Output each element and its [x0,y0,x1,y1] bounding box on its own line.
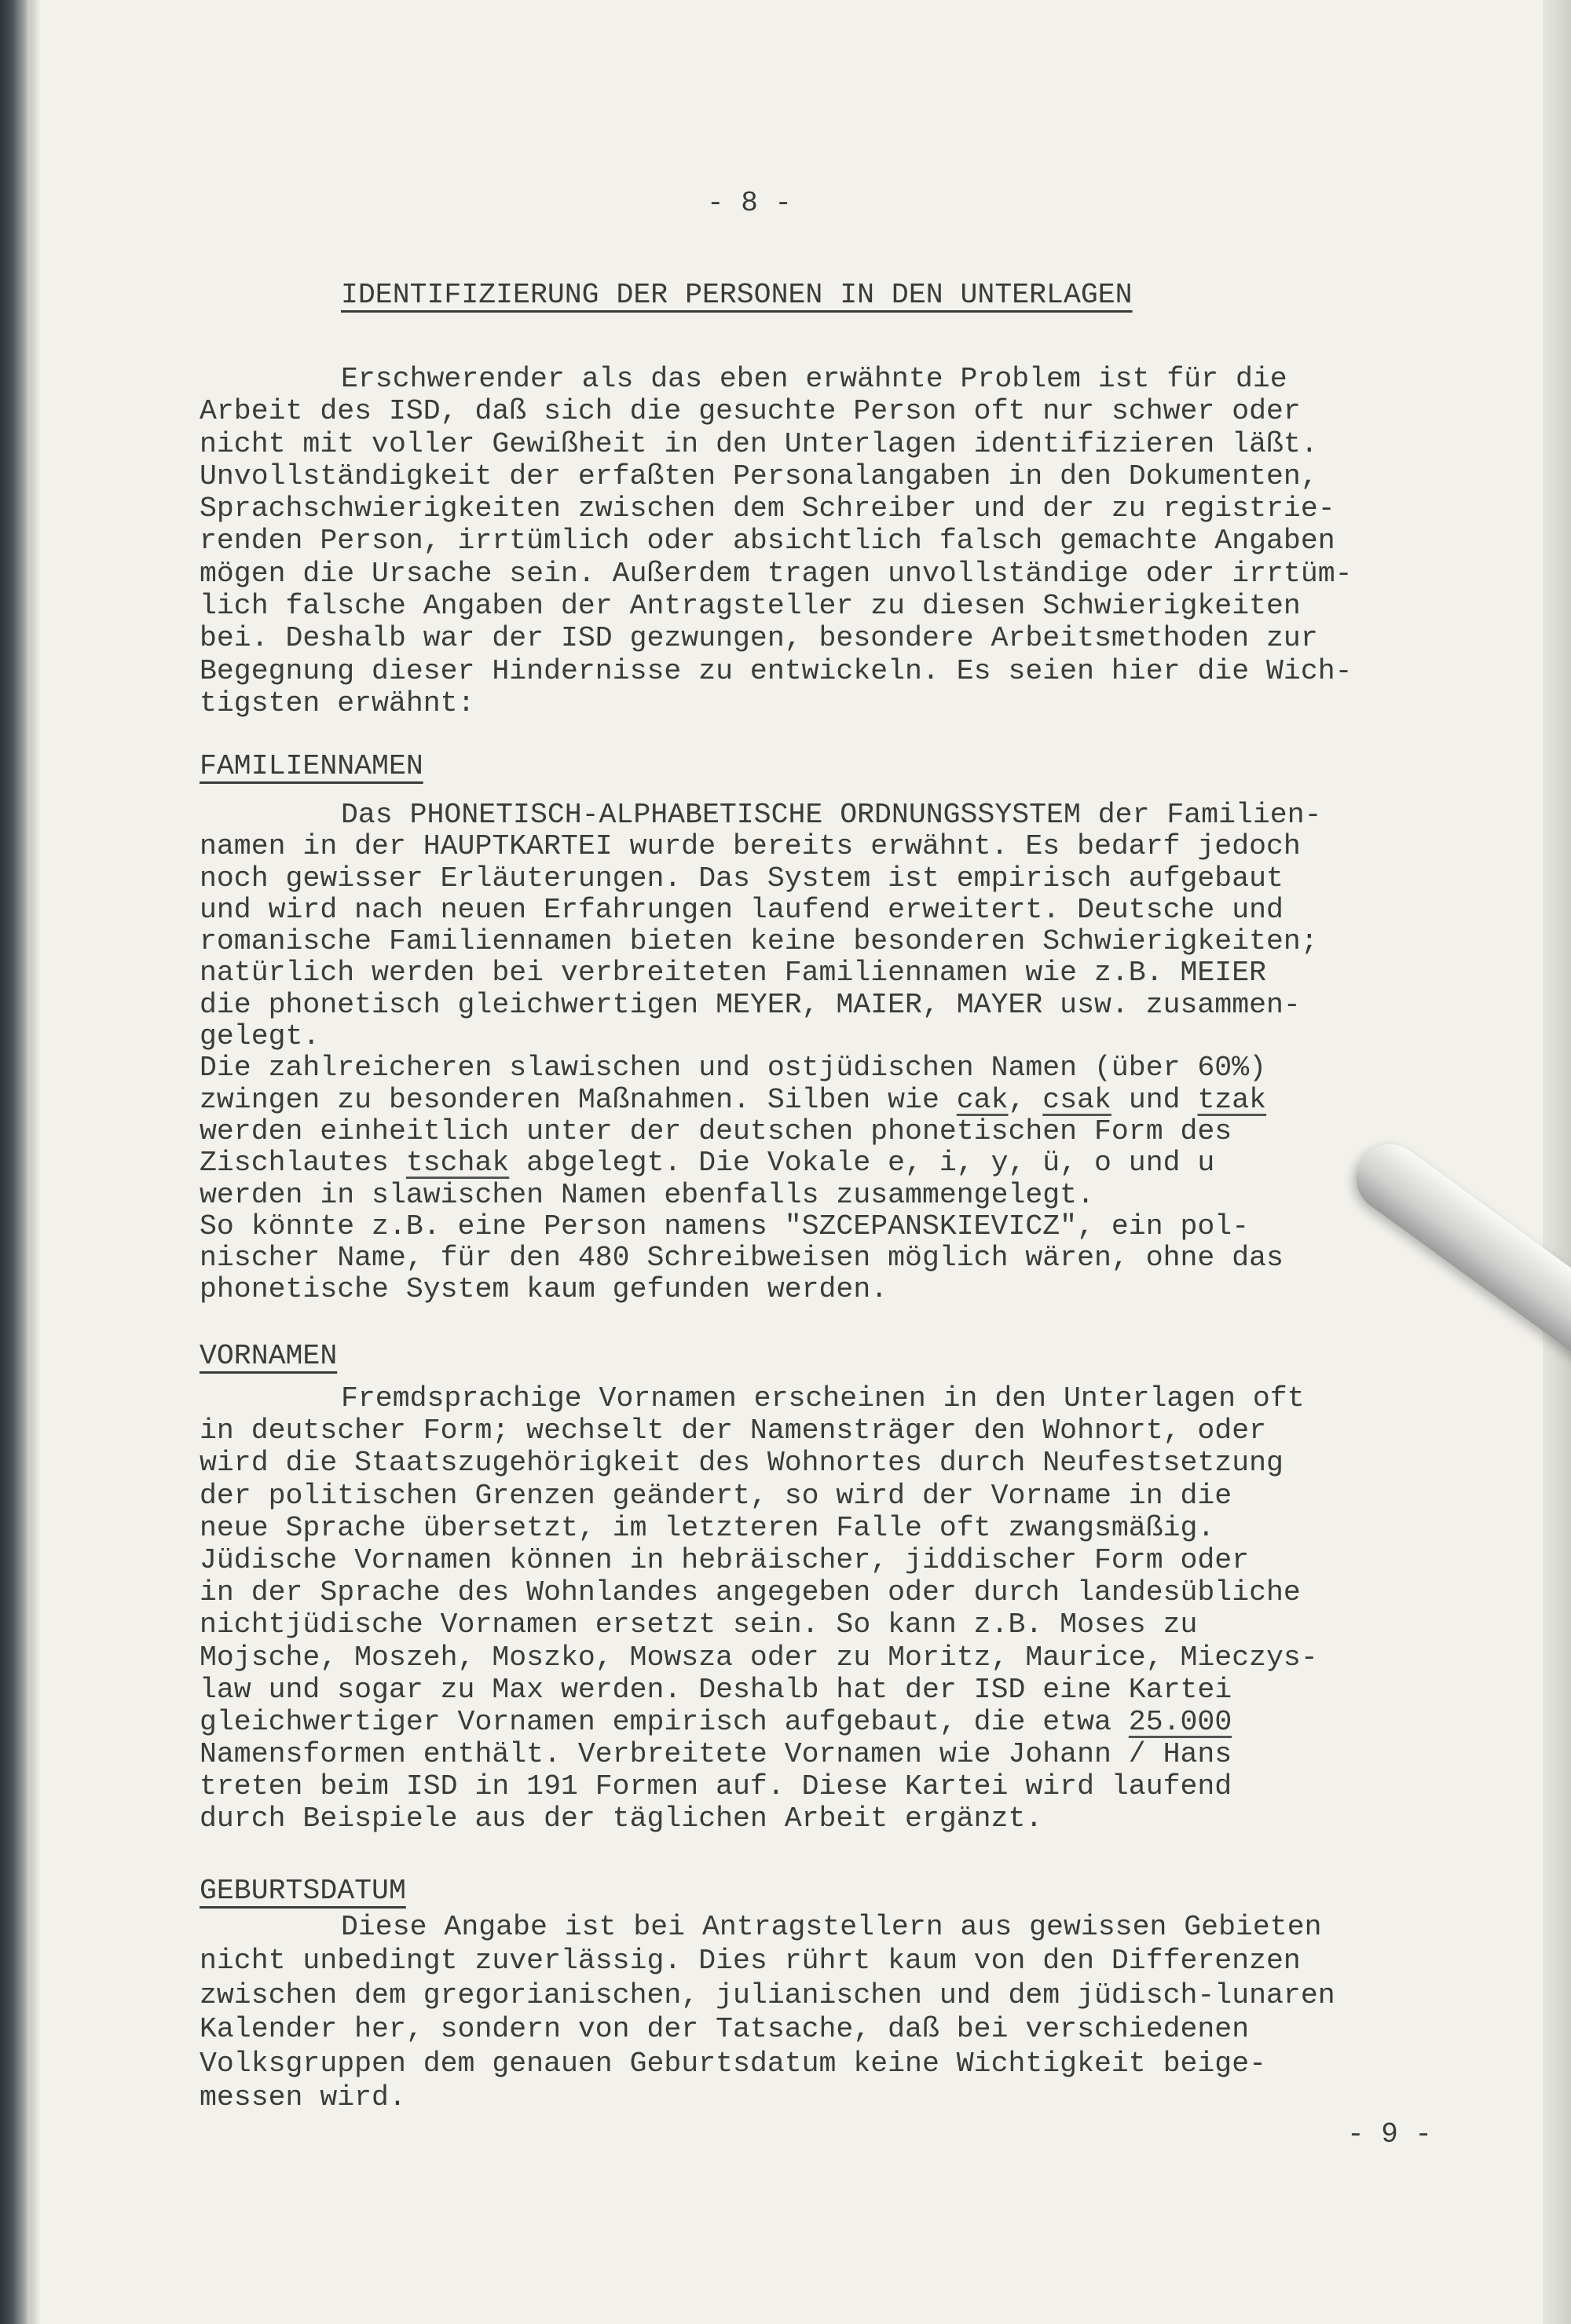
text-line: nicht unbedingt zuverlässig. Dies rührt kaum von den Differenzen [200,1945,1301,1978]
text-line: lich falsche Angaben der Antragsteller zu diesen Schwierigkeiten [200,590,1301,623]
text-line: noch gewisser Erläuterungen. Das System ist empirisch aufgebaut [200,862,1284,895]
text-line [200,1706,1318,1738]
underlined-text: tzak [1197,1083,1267,1116]
text-line: Sprachschwierigkeiten zwischen dem Schreiber und der zu registrie- [200,492,1335,525]
text-segment: , [1008,1083,1043,1116]
underlined-text: cak [956,1083,1009,1116]
text-line: die phonetisch gleichwertigen MEYER, MAIER, MAYER usw. zusammen- [200,988,1301,1021]
text-line: Die zahlreicheren slawischen und ostjüdischen Namen (über 60%) [200,1052,1267,1085]
text-line: neue Sprache übersetzt, im letzteren Falle oft zwangsmäßig. [200,1511,1215,1544]
text-line: zwischen dem gregorianischen, julianischen und dem jüdisch-lunaren [200,1978,1335,2011]
text-line: tigsten erwähnt: [200,686,475,719]
text-segment: abgelegt. Die Vokale e, i, y, ü, o und u [509,1147,1215,1180]
text-segment: zwingen zu besonderen Maßnahmen. Silben wie [200,1083,957,1116]
text-line: Mojsche, Moszeh, Moszko, Mowsza oder zu Moritz, Maurice, Mieczys- [200,1641,1318,1674]
page-holder-clip [1342,1131,1571,1379]
text-line: nichtjüdische Vornamen ersetzt sein. So kann z.B. Moses zu [200,1609,1198,1641]
geburtsdatum-paragraph [200,1910,1335,2114]
text-line: durch Beispiele aus der täglichen Arbeit ergänzt. [200,1802,1043,1835]
document-title: IDENTIFIZIERUNG DER PERSONEN IN DEN UNTERLAGEN [341,279,1133,311]
text-line: phonetische System kaum gefunden werden. [200,1273,888,1306]
book-binding [0,0,30,2324]
text-line: Erschwerender als das eben erwähnte Problem ist für die [341,363,1287,395]
intro-paragraph [200,363,1353,719]
text-line: Diese Angabe ist bei Antragstellern aus gewissen Gebieten [341,1911,1322,1943]
text-line: namen in der HAUPTKARTEI wurde bereits erwähnt. Es bedarf jedoch [200,830,1301,863]
text-line: Das PHONETISCH-ALPHABETISCHE ORDNUNGSSYSTEM der Familien- [341,799,1322,831]
text-line: und wird nach neuen Erfahrungen laufend erweitert. Deutsche und [200,893,1284,926]
text-line: Arbeit des ISD, daß sich die gesuchte Person oft nur schwer oder [200,395,1301,428]
text-line: mögen die Ursache sein. Außerdem tragen unvollständige oder irrtüm- [200,557,1353,590]
page-number-top: - 8 - [707,187,793,219]
page-gutter-shadow [30,0,41,2324]
text-segment: Zischlautes [200,1147,406,1180]
text-line: nischer Name, für den 480 Schreibweisen möglich wären, ohne das [200,1242,1284,1275]
text-line: renden Person, irrtümlich oder absichtlich falsch gemachte Angaben [200,525,1335,558]
vornamen-paragraph [200,1382,1318,1835]
familiennamen-paragraph [200,800,1322,1306]
text-segment: und [1111,1083,1198,1116]
text-line: So könnte z.B. eine Person namens "SZCEPANSKIEVICZ", ein pol- [200,1210,1250,1243]
text-line: natürlich werden bei verbreiteten Familiennamen wie z.B. MEIER [200,957,1267,990]
text-line [200,1085,1322,1116]
section-heading-vornamen: VORNAMEN [200,1340,338,1372]
section-heading-familiennamen: FAMILIENNAMEN [200,750,423,782]
text-line: in deutscher Form; wechselt der Namensträger den Wohnort, oder [200,1415,1267,1447]
text-line: Kalender her, sondern von der Tatsache, daß bei verschiedenen [200,2013,1250,2046]
text-line: treten beim ISD in 191 Formen auf. Diese Kartei wird laufend [200,1770,1232,1803]
text-line: Unvollständigkeit der erfaßten Personalangaben in den Dokumenten, [200,459,1318,492]
text-segment: gleichwertiger Vornamen empirisch aufgebaut, die etwa [200,1705,1129,1738]
text-line: in der Sprache des Wohnlandes angegeben oder durch landesübliche [200,1576,1301,1609]
text-line: werden einheitlich unter der deutschen phonetischen Form des [200,1114,1232,1147]
section-heading-geburtsdatum: GEBURTSDATUM [200,1875,406,1907]
text-line [200,1147,1322,1179]
text-line: Namensformen enthält. Verbreitete Vornamen wie Johann / Hans [200,1738,1232,1771]
text-line: gelegt. [200,1020,320,1053]
text-line: messen wird. [200,2081,406,2114]
page-edge [1543,0,1571,2324]
text-line: romanische Familiennamen bieten keine besonderen Schwierigkeiten; [200,925,1318,958]
underlined-text: csak [1042,1083,1111,1116]
underlined-text: 25.000 [1128,1705,1232,1738]
text-line: Begegnung dieser Hindernisse zu entwickeln. Es seien hier die Wich- [200,654,1353,687]
underlined-text: tschak [405,1147,510,1180]
text-line: nicht mit voller Gewißheit in den Unterlagen identifizieren läßt. [200,427,1318,460]
text-line: Fremdsprachige Vornamen erscheinen in den Unterlagen oft [341,1382,1305,1415]
text-line: Jüdische Vornamen können in hebräischer, jiddischer Form oder [200,1543,1250,1576]
text-line: Volksgruppen dem genauen Geburtsdatum keine Wichtigkeit beige- [200,2047,1267,2080]
text-line: werden in slawischen Namen ebenfalls zusammengelegt. [200,1178,1094,1211]
text-line: law und sogar zu Max werden. Deshalb hat der ISD eine Kartei [200,1673,1232,1706]
text-line: der politischen Grenzen geändert, so wird der Vorname in die [200,1479,1232,1512]
page-number-bottom: - 9 - [1347,2118,1433,2150]
text-line: bei. Deshalb war der ISD gezwungen, besondere Arbeitsmethoden zur [200,622,1318,655]
text-line: wird die Staatszugehörigkeit des Wohnortes durch Neufestsetzung [200,1447,1284,1480]
